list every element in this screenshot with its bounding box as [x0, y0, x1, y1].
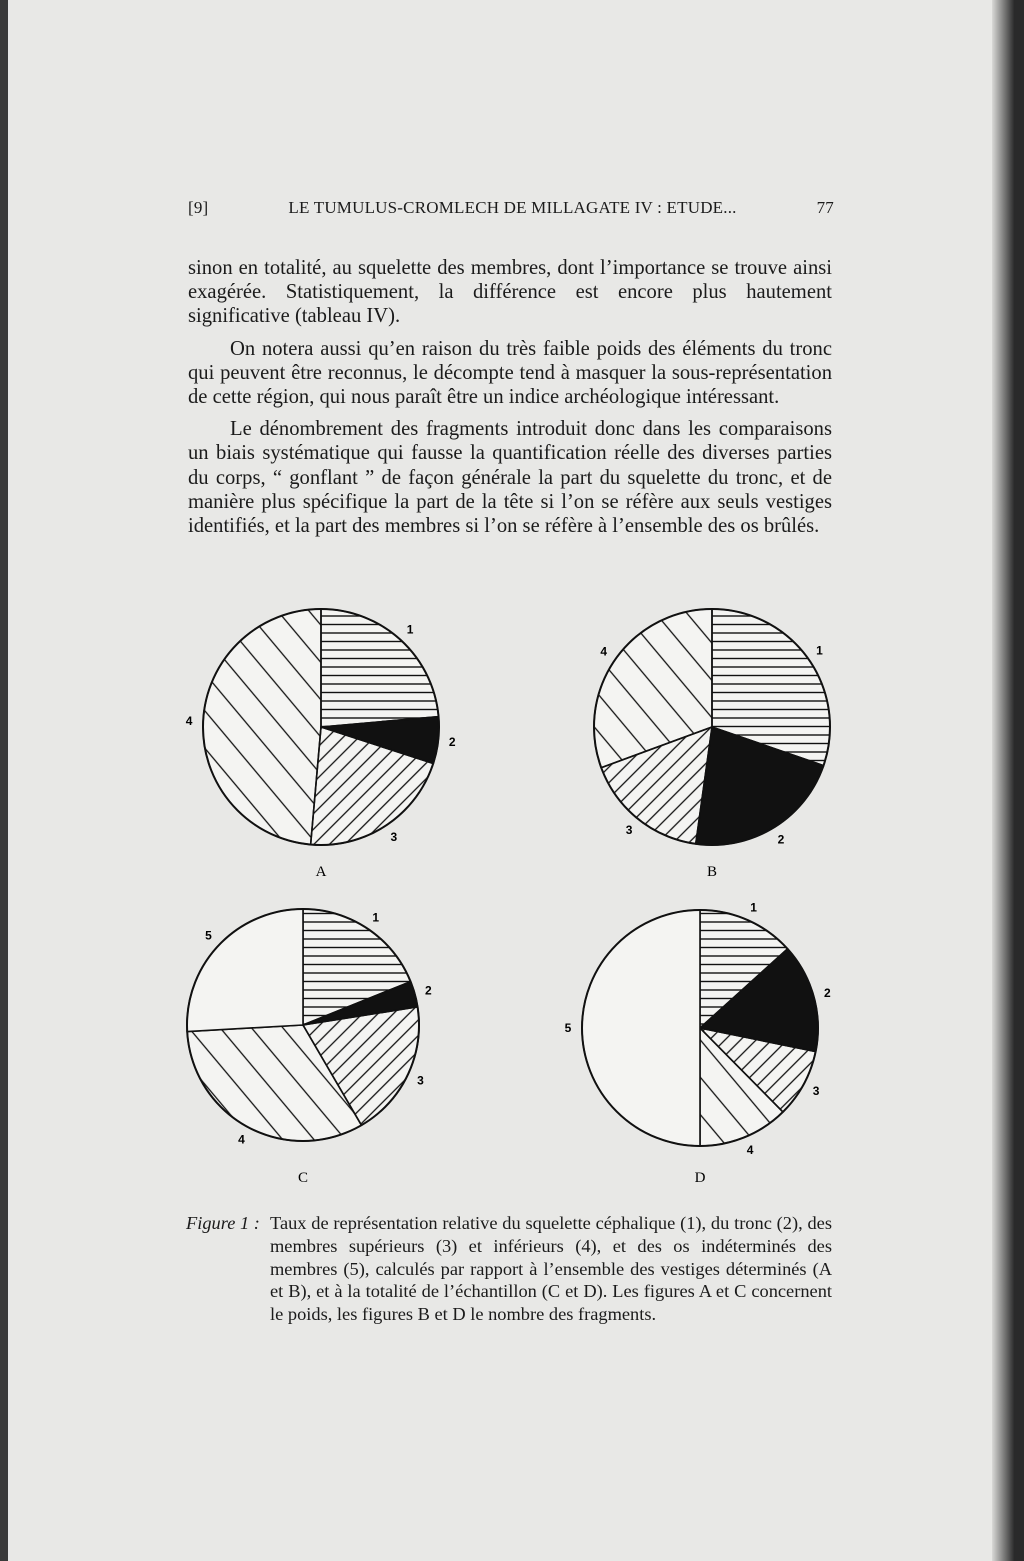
slice-label: 1: [750, 900, 757, 915]
pie-chart-C: [187, 909, 432, 1186]
section-number: [9]: [188, 198, 209, 217]
slice-label: 1: [372, 910, 380, 925]
pie-title: D: [694, 1170, 706, 1186]
pie-chart-B: [594, 609, 830, 880]
slice-label: 1: [816, 643, 823, 658]
slice-label: 1: [406, 622, 414, 637]
paragraph: On notera aussi qu’en raison du très faible poids des éléments du tronc qui peuvent être reconnus, le décompte tend à masquer la sous-représentation de cette région, qui nous paraît être un indice archéologique intéressant.: [188, 337, 832, 409]
pie-slice-1: [321, 609, 439, 727]
pie-slice-5: [582, 910, 700, 1146]
slice-label: 2: [424, 983, 432, 998]
pie-chart-A: [186, 609, 456, 880]
pie-title: B: [706, 864, 718, 880]
slice-label: 2: [777, 832, 785, 847]
slice-label: 2: [448, 734, 456, 749]
slice-label: 5: [205, 928, 212, 943]
slice-label: 4: [600, 644, 608, 659]
slice-label: 3: [625, 822, 633, 837]
paragraph: sinon en totalité, au squelette des membres, dont l’importance se trouve ainsi exagérée. Statistiquement, la différence est encore plus hautement significative (tableau IV).: [188, 257, 832, 328]
caption-label: Figure 1 :: [186, 1213, 260, 1233]
caption-text: Taux de représentation relative du squelette céphalique (1), du tronc (2), des membres supérieurs (3) et inférieurs (4), et des os indéterminés des membres (5), calculés par rapport à l’ensemble des vestiges déterminés (A et B), et à la totalité de l’échantillon (C et D). Les figures A et C concernent le poids, les figures B et D le nombre des fragments.: [270, 1213, 832, 1325]
pie-chart-D: [565, 900, 831, 1186]
slice-label: 4: [185, 714, 193, 729]
pie-title: A: [315, 864, 327, 880]
pie-slice-4: [203, 609, 321, 845]
paragraph: Le dénombrement des fragments introduit donc dans les comparaisons un biais systématique qui fausse la quantification réelle des diverses parties du corps, “ gonflant ” de façon générale la part du squelette du tronc, et de manière plus spécifique la part de la tête si l’on se réfère aux seuls vestiges identifiés, et la part des membres si l’on se réfère à l’ensemble des os brûlés.: [188, 418, 832, 538]
slice-label: 3: [390, 830, 398, 845]
running-title: LE TUMULUS-CROMLECH DE MILLAGATE IV : ETUDE...: [288, 198, 737, 217]
slice-label: 4: [746, 1143, 754, 1158]
slice-label: 4: [238, 1132, 245, 1147]
slice-label: 3: [812, 1083, 820, 1098]
pie-slice-5: [187, 909, 303, 1032]
slice-label: 5: [564, 1021, 572, 1035]
pie-title: C: [297, 1170, 309, 1186]
figure-caption: [186, 1212, 832, 1326]
page-number: 77: [816, 198, 834, 217]
slice-label: 3: [417, 1073, 424, 1088]
slice-label: 2: [823, 986, 831, 1001]
